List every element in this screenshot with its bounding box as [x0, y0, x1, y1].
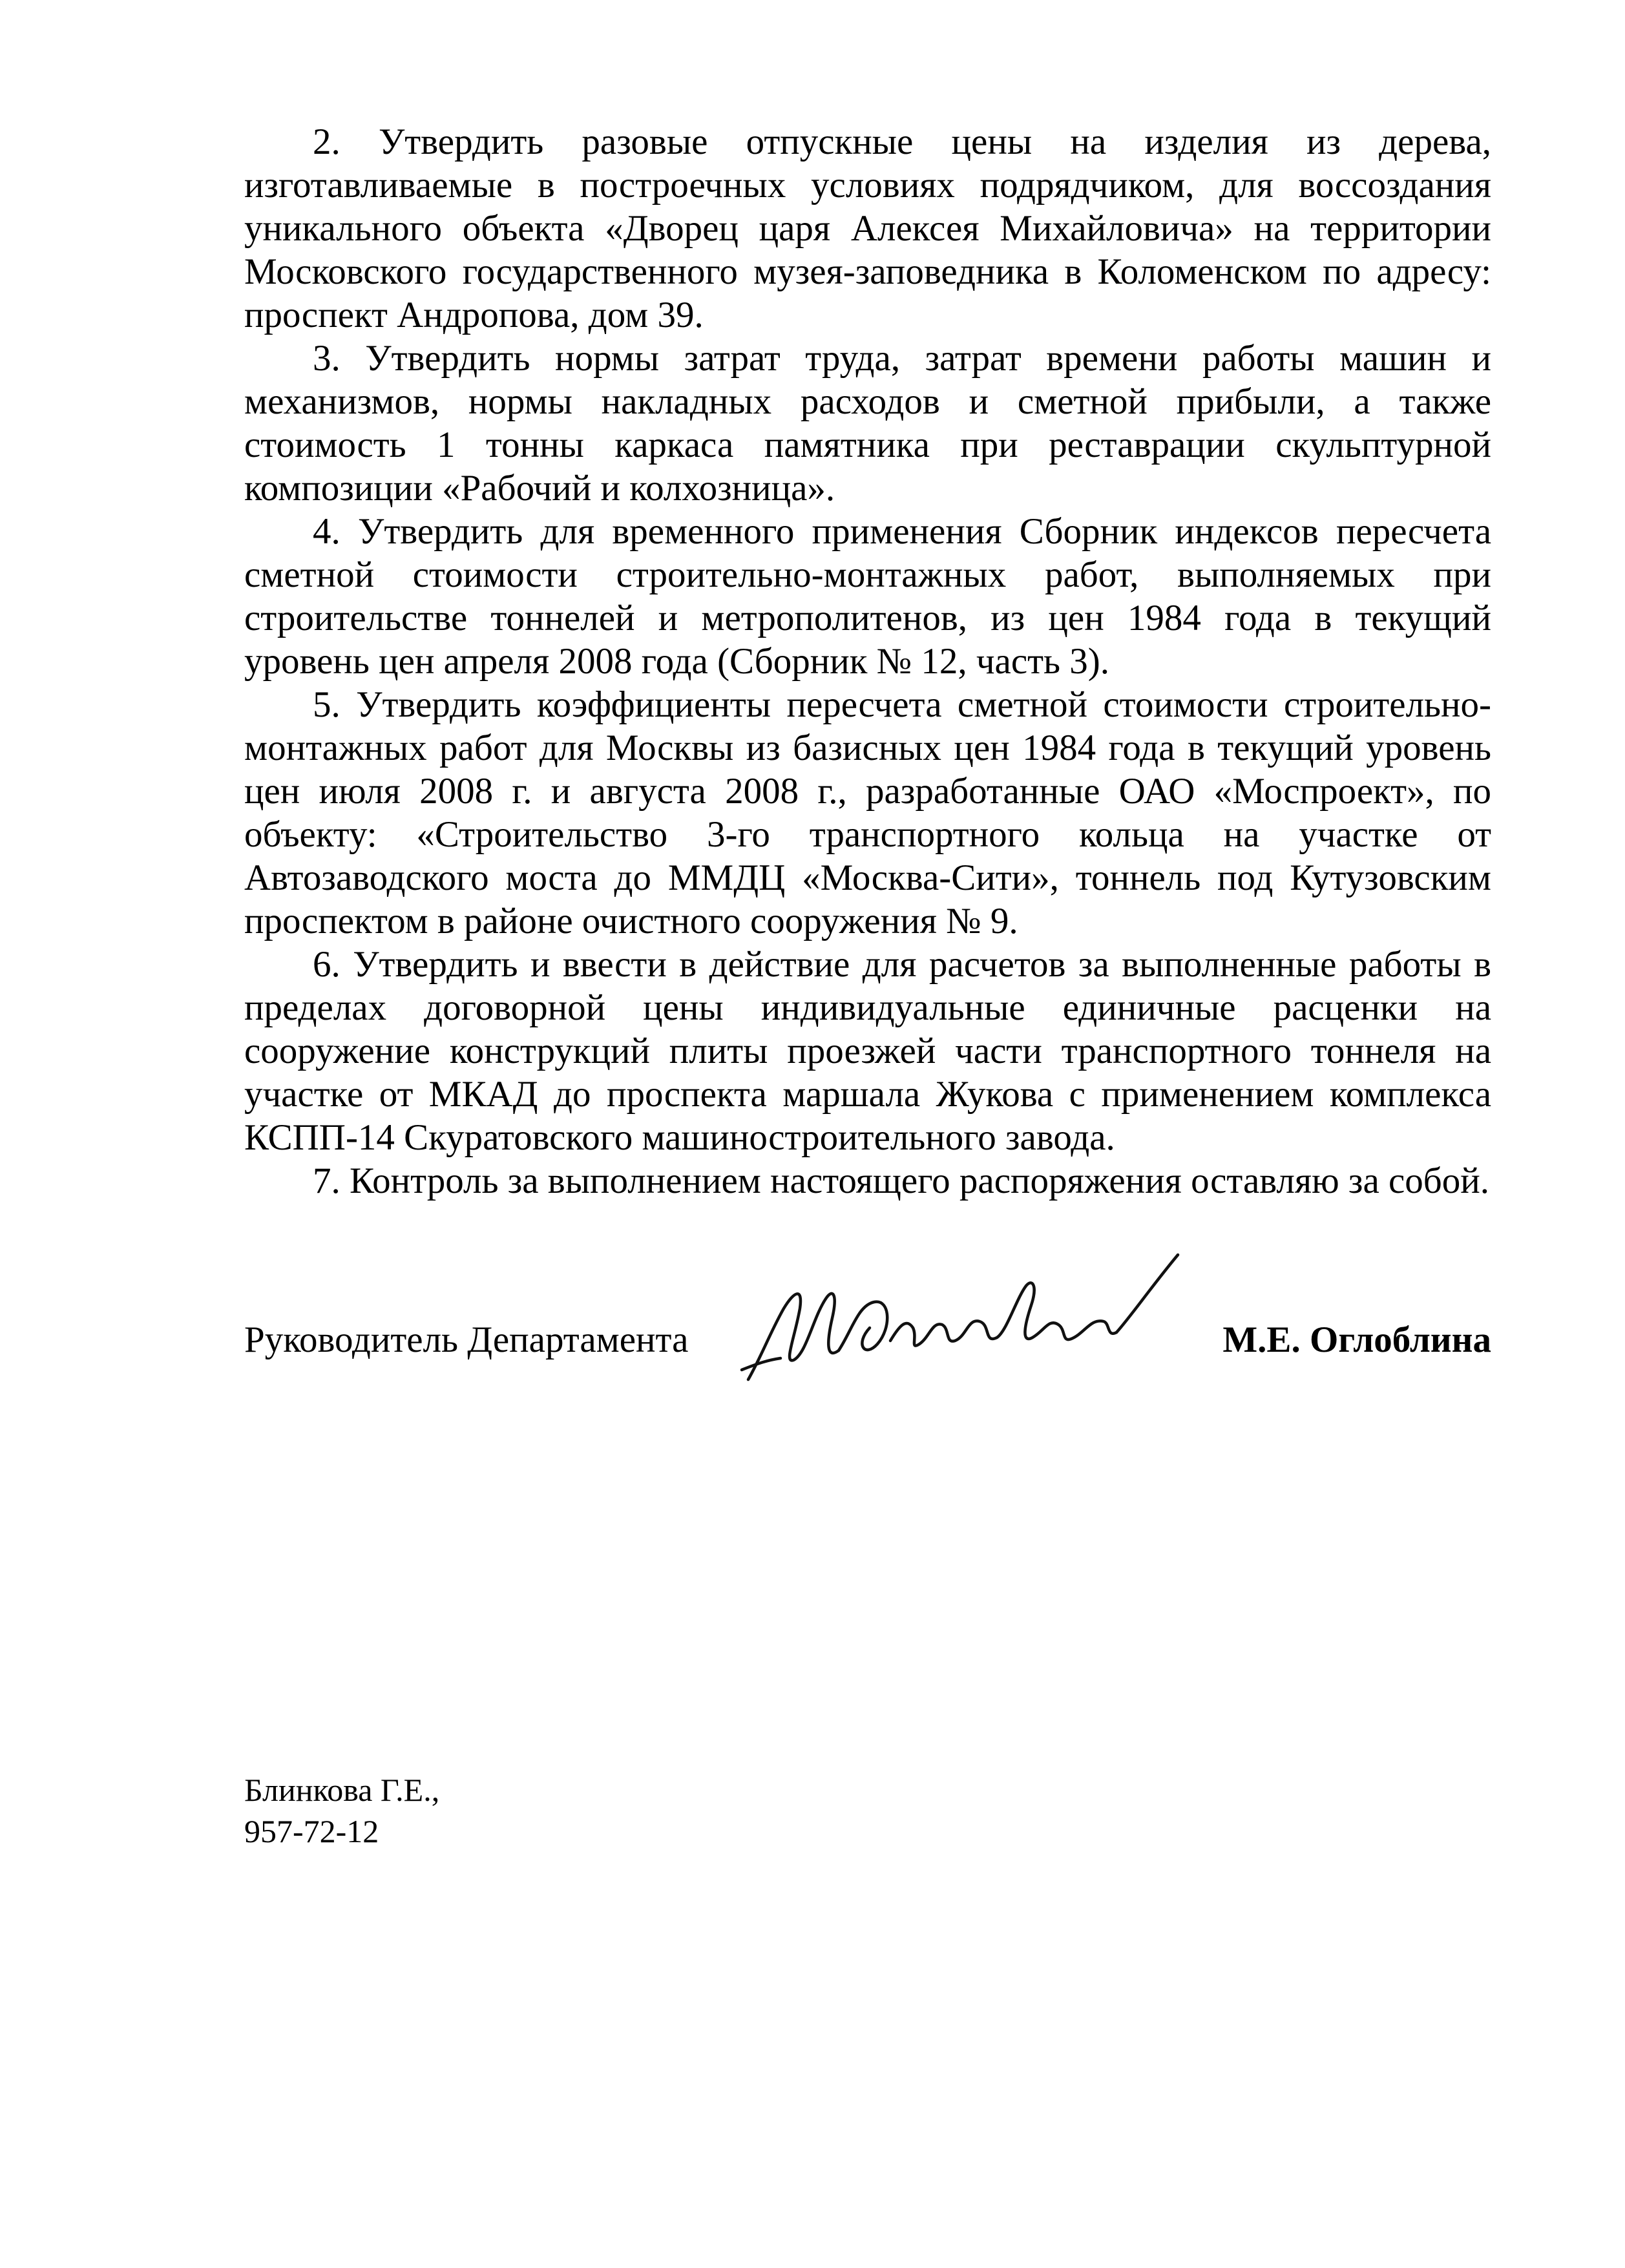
paragraph-item-7: 7. Контроль за выполнением настоящего распоряжения оставляю за собой. — [313, 1160, 1490, 1201]
signature-block — [244, 1247, 1491, 1389]
handwritten-signature — [722, 1247, 1188, 1389]
executor-phone: 957-72-12 — [244, 1813, 379, 1849]
document-body — [244, 120, 1491, 1202]
signatory-title: Руководитель Департамента — [244, 1319, 689, 1360]
paragraph-item-5: 5. Утвердить коэффициенты пересчета сметной стоимости строительно-монтажных работ для Москвы из базисных цен 1984 года в текущий уровень цен июля 2008 г. и августа 2008 г., разработанные ОАО «Моспроект», по объекту: «Строительство 3-го транспортного кольца на участке от Автозаводского моста до ММДЦ «Москва-Сити», тоннель под Кутузовским проспектом в районе очистного сооружения № 9. — [244, 684, 1491, 941]
paragraph-item-2: 2. Утвердить разовые отпускные цены на изделия из дерева, изготавливаемые в построечных условиях подрядчиком, для воссоздания уникального объекта «Дворец царя Алексея Михайловича» на территории Московского государственного музея-заповедника в Коломенском по адресу: проспект Андропова, дом 39. — [244, 121, 1491, 335]
paragraph-item-4: 4. Утвердить для временного применения Сборник индексов пересчета сметной стоимости строительно-монтажных работ, выполняемых при строительстве тоннелей и метрополитенов, из цен 1984 года в текущий уровень цен апреля 2008 года (Сборник № 12, часть 3). — [244, 511, 1491, 682]
executor-name: Блинкова Г.Е., — [244, 1772, 440, 1808]
paragraph-item-6: 6. Утвердить и ввести в действие для расчетов за выполненные работы в пределах договорной цены индивидуальные единичные расценки на сооружение конструкций плиты проезжей части транспортного тоннеля на участке от МКАД до проспекта маршала Жукова с применением комплекса КСПП-14 Скуратовского машиностроительного завода. — [244, 944, 1491, 1158]
executor-info — [244, 1769, 439, 1852]
signatory-name: М.Е. Оглоблина — [1222, 1319, 1491, 1360]
paragraph-item-3: 3. Утвердить нормы затрат труда, затрат времени работы машин и механизмов, нормы накладных расходов и сметной прибыли, а также стоимость 1 тонны каркаса памятника при реставрации скульптурной композиции «Рабочий и колхозница». — [244, 338, 1491, 509]
